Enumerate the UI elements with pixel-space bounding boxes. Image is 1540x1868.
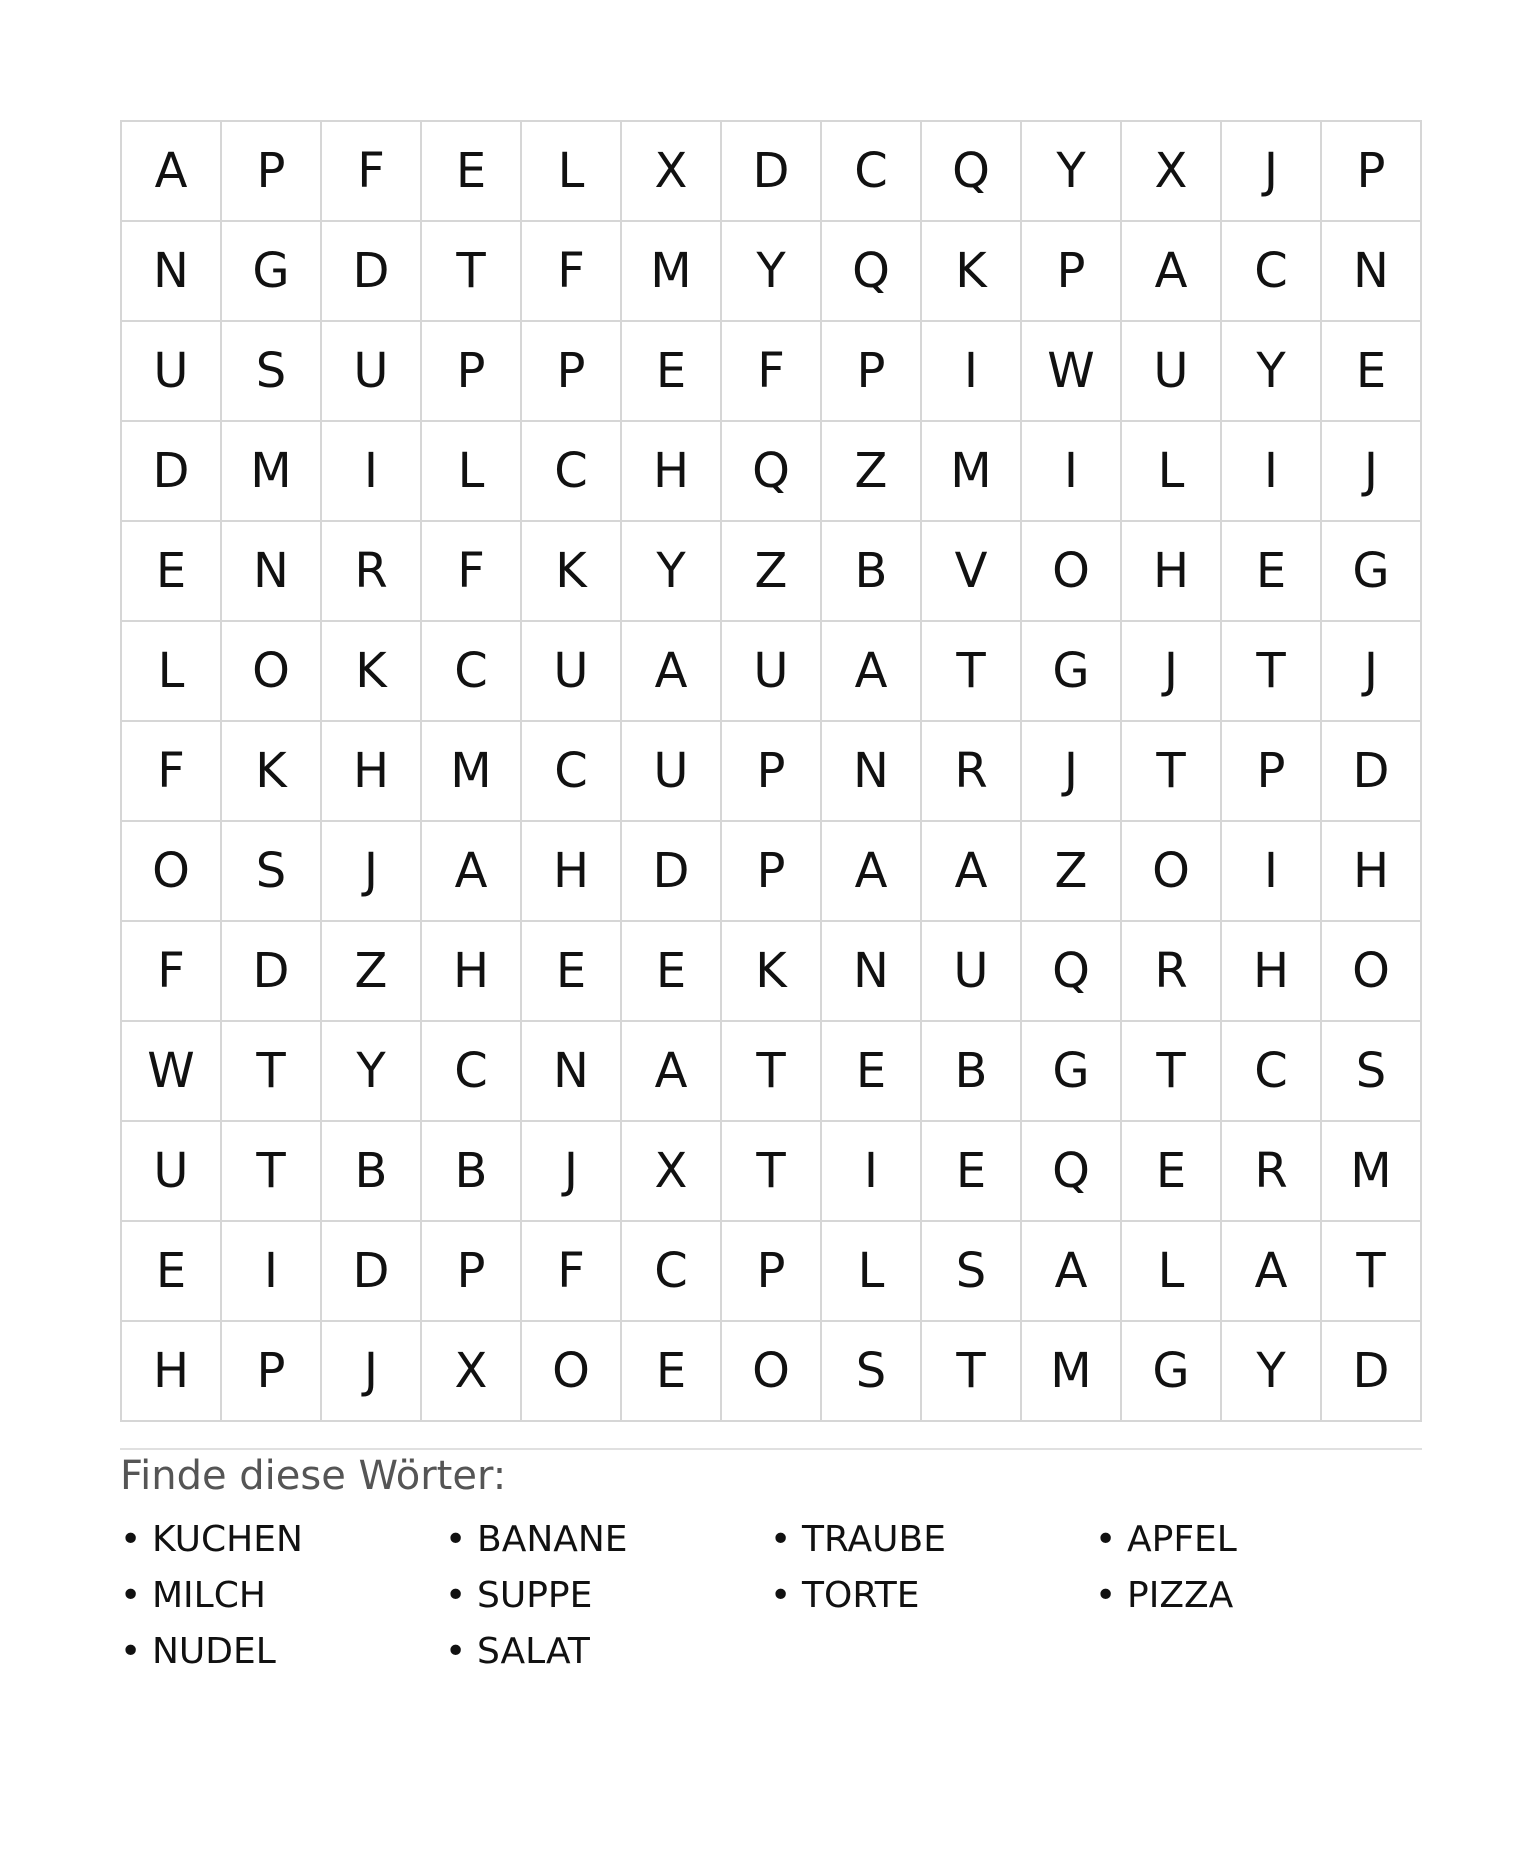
- grid-cell[interactable]: X: [1122, 122, 1222, 222]
- grid-cell[interactable]: O: [1122, 822, 1222, 922]
- grid-cell[interactable]: T: [1122, 722, 1222, 822]
- word-list-item: [770, 1568, 1095, 1624]
- bullet-icon: •: [770, 1575, 792, 1616]
- grid-cell[interactable]: M: [1022, 1322, 1122, 1422]
- grid-cell[interactable]: Y: [322, 1022, 422, 1122]
- grid-cell[interactable]: C: [1222, 222, 1322, 322]
- grid-cell[interactable]: Z: [822, 422, 922, 522]
- grid-cell[interactable]: J: [1022, 722, 1122, 822]
- grid-cell[interactable]: M: [422, 722, 522, 822]
- grid-cell[interactable]: L: [1122, 1222, 1222, 1322]
- grid-cell[interactable]: P: [222, 1322, 322, 1422]
- grid-cell[interactable]: H: [1222, 922, 1322, 1022]
- grid-cell[interactable]: F: [122, 922, 222, 1022]
- grid-cell[interactable]: E: [622, 922, 722, 1022]
- grid-cell[interactable]: G: [1022, 622, 1122, 722]
- grid-cell[interactable]: Y: [1022, 122, 1122, 222]
- grid-cell[interactable]: U: [722, 622, 822, 722]
- grid-cell[interactable]: P: [822, 322, 922, 422]
- grid-cell[interactable]: A: [1122, 222, 1222, 322]
- word-label: KUCHEN: [152, 1519, 303, 1560]
- grid-cell[interactable]: J: [1322, 622, 1422, 722]
- grid-cell[interactable]: C: [422, 622, 522, 722]
- word-list-item: [1095, 1568, 1420, 1624]
- grid-cell[interactable]: X: [622, 122, 722, 222]
- grid-cell[interactable]: T: [1122, 1022, 1222, 1122]
- grid-cell[interactable]: F: [322, 122, 422, 222]
- grid-cell[interactable]: P: [422, 322, 522, 422]
- grid-cell[interactable]: M: [222, 422, 322, 522]
- grid-cell[interactable]: D: [622, 822, 722, 922]
- grid-cell[interactable]: H: [622, 422, 722, 522]
- word-list-heading: Finde diese Wörter:: [120, 1453, 507, 1499]
- grid-cell[interactable]: O: [1022, 522, 1122, 622]
- word-list-item: [1095, 1512, 1420, 1568]
- grid-cell[interactable]: K: [522, 522, 622, 622]
- grid-cell[interactable]: E: [122, 522, 222, 622]
- word-list-item: [445, 1512, 770, 1568]
- word-list: [120, 1512, 1420, 1680]
- grid-cell[interactable]: E: [1122, 1122, 1222, 1222]
- grid-cell[interactable]: J: [1222, 122, 1322, 222]
- grid-cell[interactable]: J: [1122, 622, 1222, 722]
- grid-cell[interactable]: D: [1322, 722, 1422, 822]
- grid-cell[interactable]: D: [1322, 1322, 1422, 1422]
- grid-cell[interactable]: U: [122, 1122, 222, 1222]
- grid-cell[interactable]: A: [622, 1022, 722, 1122]
- grid-cell[interactable]: P: [722, 822, 822, 922]
- bullet-icon: •: [120, 1519, 142, 1560]
- grid-cell[interactable]: C: [422, 1022, 522, 1122]
- word-label: TRAUBE: [802, 1519, 946, 1560]
- grid-cell[interactable]: A: [122, 122, 222, 222]
- grid-cell[interactable]: F: [522, 222, 622, 322]
- grid-cell[interactable]: T: [722, 1122, 822, 1222]
- grid-cell[interactable]: E: [922, 1122, 1022, 1222]
- grid-cell[interactable]: T: [222, 1122, 322, 1222]
- grid-cell[interactable]: E: [622, 322, 722, 422]
- grid-cell[interactable]: U: [1122, 322, 1222, 422]
- word-list-item: [770, 1512, 1095, 1568]
- word-label: SALAT: [477, 1631, 590, 1672]
- grid-cell[interactable]: J: [322, 1322, 422, 1422]
- grid-cell[interactable]: G: [1322, 522, 1422, 622]
- grid-cell[interactable]: C: [522, 722, 622, 822]
- grid-cell[interactable]: L: [422, 422, 522, 522]
- word-list-item: [445, 1568, 770, 1624]
- grid-cell[interactable]: T: [1322, 1222, 1422, 1322]
- grid-cell[interactable]: A: [422, 822, 522, 922]
- grid-cell[interactable]: F: [422, 522, 522, 622]
- grid-cell[interactable]: B: [922, 1022, 1022, 1122]
- word-label: NUDEL: [152, 1631, 276, 1672]
- grid-cell[interactable]: P: [722, 722, 822, 822]
- grid-cell[interactable]: N: [822, 722, 922, 822]
- grid-cell[interactable]: Z: [322, 922, 422, 1022]
- grid-cell[interactable]: G: [1022, 1022, 1122, 1122]
- grid-cell[interactable]: T: [222, 1022, 322, 1122]
- grid-cell[interactable]: K: [722, 922, 822, 1022]
- grid-cell[interactable]: B: [322, 1122, 422, 1222]
- grid-cell[interactable]: X: [422, 1322, 522, 1422]
- grid-cell[interactable]: P: [722, 1222, 822, 1322]
- word-list-item: [445, 1624, 770, 1680]
- grid-cell[interactable]: U: [122, 322, 222, 422]
- grid-cell[interactable]: G: [1122, 1322, 1222, 1422]
- grid-cell[interactable]: L: [1122, 422, 1222, 522]
- grid-cell[interactable]: S: [222, 822, 322, 922]
- grid-cell[interactable]: V: [922, 522, 1022, 622]
- grid-cell[interactable]: O: [1322, 922, 1422, 1022]
- grid-cell[interactable]: L: [522, 122, 622, 222]
- grid-cell[interactable]: F: [722, 322, 822, 422]
- grid-cell[interactable]: R: [922, 722, 1022, 822]
- grid-cell[interactable]: I: [322, 422, 422, 522]
- grid-cell[interactable]: K: [322, 622, 422, 722]
- grid-cell[interactable]: T: [1222, 622, 1322, 722]
- bullet-icon: •: [445, 1631, 467, 1672]
- word-label: SUPPE: [477, 1575, 593, 1616]
- word-search-grid: [120, 120, 1422, 1422]
- bullet-icon: •: [1095, 1575, 1117, 1616]
- grid-cell[interactable]: N: [822, 922, 922, 1022]
- grid-cell[interactable]: J: [322, 822, 422, 922]
- grid-cell[interactable]: F: [122, 722, 222, 822]
- grid-cell[interactable]: S: [222, 322, 322, 422]
- grid-cell[interactable]: W: [122, 1022, 222, 1122]
- grid-cell[interactable]: R: [1122, 922, 1222, 1022]
- grid-cell[interactable]: A: [822, 622, 922, 722]
- grid-cell[interactable]: O: [122, 822, 222, 922]
- grid-cell[interactable]: N: [522, 1022, 622, 1122]
- grid-cell[interactable]: E: [122, 1222, 222, 1322]
- grid-cell[interactable]: P: [422, 1222, 522, 1322]
- grid-cell[interactable]: A: [1222, 1222, 1322, 1322]
- grid-cell[interactable]: H: [1322, 822, 1422, 922]
- grid-cell[interactable]: P: [1322, 122, 1422, 222]
- grid-cell[interactable]: Z: [1022, 822, 1122, 922]
- word-list-item: [120, 1624, 445, 1680]
- grid-cell[interactable]: U: [622, 722, 722, 822]
- grid-cell[interactable]: E: [522, 922, 622, 1022]
- grid-cell[interactable]: T: [722, 1022, 822, 1122]
- grid-cell[interactable]: K: [222, 722, 322, 822]
- grid-cell[interactable]: E: [422, 122, 522, 222]
- grid-cell[interactable]: U: [922, 922, 1022, 1022]
- grid-cell[interactable]: S: [822, 1322, 922, 1422]
- grid-cell[interactable]: P: [222, 122, 322, 222]
- grid-cell[interactable]: N: [222, 522, 322, 622]
- grid-cell[interactable]: I: [1222, 422, 1322, 522]
- grid-cell[interactable]: R: [1222, 1122, 1322, 1222]
- grid-cell[interactable]: P: [1222, 722, 1322, 822]
- grid-cell[interactable]: I: [222, 1222, 322, 1322]
- grid-cell[interactable]: O: [222, 622, 322, 722]
- bullet-icon: •: [445, 1575, 467, 1616]
- grid-cell[interactable]: A: [1022, 1222, 1122, 1322]
- bullet-icon: •: [770, 1519, 792, 1560]
- grid-cell[interactable]: I: [1222, 822, 1322, 922]
- grid-cell[interactable]: Q: [922, 122, 1022, 222]
- grid-cell[interactable]: Y: [1222, 1322, 1322, 1422]
- grid-cell[interactable]: C: [1222, 1022, 1322, 1122]
- grid-cell[interactable]: M: [922, 422, 1022, 522]
- grid-cell[interactable]: E: [1322, 322, 1422, 422]
- grid-cell[interactable]: E: [622, 1322, 722, 1422]
- bullet-icon: •: [120, 1631, 142, 1672]
- word-list-item: [120, 1512, 445, 1568]
- grid-cell[interactable]: H: [1122, 522, 1222, 622]
- grid-cell[interactable]: M: [1322, 1122, 1422, 1222]
- grid-cell[interactable]: D: [722, 122, 822, 222]
- grid-cell[interactable]: B: [822, 522, 922, 622]
- bullet-icon: •: [1095, 1519, 1117, 1560]
- grid-cell[interactable]: H: [522, 822, 622, 922]
- bullet-icon: •: [445, 1519, 467, 1560]
- grid-cell[interactable]: P: [522, 322, 622, 422]
- grid-cell[interactable]: Y: [1222, 322, 1322, 422]
- grid-cell[interactable]: Q: [1022, 1122, 1122, 1222]
- grid-cell[interactable]: S: [1322, 1022, 1422, 1122]
- grid-cell[interactable]: K: [922, 222, 1022, 322]
- grid-cell[interactable]: A: [622, 622, 722, 722]
- grid-cell[interactable]: N: [1322, 222, 1422, 322]
- grid-cell[interactable]: O: [722, 1322, 822, 1422]
- grid-cell[interactable]: U: [522, 622, 622, 722]
- grid-cell[interactable]: D: [222, 922, 322, 1022]
- grid-cell[interactable]: L: [122, 622, 222, 722]
- grid-cell[interactable]: I: [1022, 422, 1122, 522]
- grid-cell[interactable]: I: [822, 1122, 922, 1222]
- grid-cell[interactable]: A: [922, 822, 1022, 922]
- grid-cell[interactable]: Q: [822, 222, 922, 322]
- grid-cell[interactable]: E: [822, 1022, 922, 1122]
- bullet-icon: •: [120, 1575, 142, 1616]
- grid-cell[interactable]: F: [522, 1222, 622, 1322]
- grid-cell[interactable]: N: [122, 222, 222, 322]
- grid-cell[interactable]: B: [422, 1122, 522, 1222]
- grid-cell[interactable]: T: [922, 1322, 1022, 1422]
- grid-cell[interactable]: J: [522, 1122, 622, 1222]
- grid-cell[interactable]: U: [322, 322, 422, 422]
- grid-cell[interactable]: D: [322, 1222, 422, 1322]
- grid-cell[interactable]: Z: [722, 522, 822, 622]
- grid-cell[interactable]: H: [422, 922, 522, 1022]
- divider: [120, 1448, 1422, 1450]
- grid-cell[interactable]: I: [922, 322, 1022, 422]
- grid-cell[interactable]: H: [322, 722, 422, 822]
- grid-cell[interactable]: A: [822, 822, 922, 922]
- grid-cell[interactable]: T: [422, 222, 522, 322]
- grid-cell[interactable]: D: [322, 222, 422, 322]
- grid-cell[interactable]: P: [1022, 222, 1122, 322]
- word-label: TORTE: [802, 1575, 920, 1616]
- grid-cell[interactable]: C: [622, 1222, 722, 1322]
- grid-cell[interactable]: O: [522, 1322, 622, 1422]
- grid-cell[interactable]: L: [822, 1222, 922, 1322]
- word-list-item: [120, 1568, 445, 1624]
- grid-cell[interactable]: Q: [1022, 922, 1122, 1022]
- grid-cell[interactable]: T: [922, 622, 1022, 722]
- grid-cell[interactable]: C: [822, 122, 922, 222]
- grid-cell[interactable]: S: [922, 1222, 1022, 1322]
- grid-cell[interactable]: M: [622, 222, 722, 322]
- word-label: APFEL: [1127, 1519, 1237, 1560]
- grid-cell[interactable]: Y: [622, 522, 722, 622]
- grid-cell[interactable]: H: [122, 1322, 222, 1422]
- grid-cell[interactable]: J: [1322, 422, 1422, 522]
- grid-cell[interactable]: R: [322, 522, 422, 622]
- grid-cell[interactable]: C: [522, 422, 622, 522]
- grid-cell[interactable]: Y: [722, 222, 822, 322]
- grid-cell[interactable]: G: [222, 222, 322, 322]
- word-label: MILCH: [152, 1575, 266, 1616]
- grid-cell[interactable]: Q: [722, 422, 822, 522]
- grid-cell[interactable]: X: [622, 1122, 722, 1222]
- grid-cell[interactable]: D: [122, 422, 222, 522]
- word-label: PIZZA: [1127, 1575, 1234, 1616]
- word-label: BANANE: [477, 1519, 628, 1560]
- grid-cell[interactable]: E: [1222, 522, 1322, 622]
- grid-cell[interactable]: W: [1022, 322, 1122, 422]
